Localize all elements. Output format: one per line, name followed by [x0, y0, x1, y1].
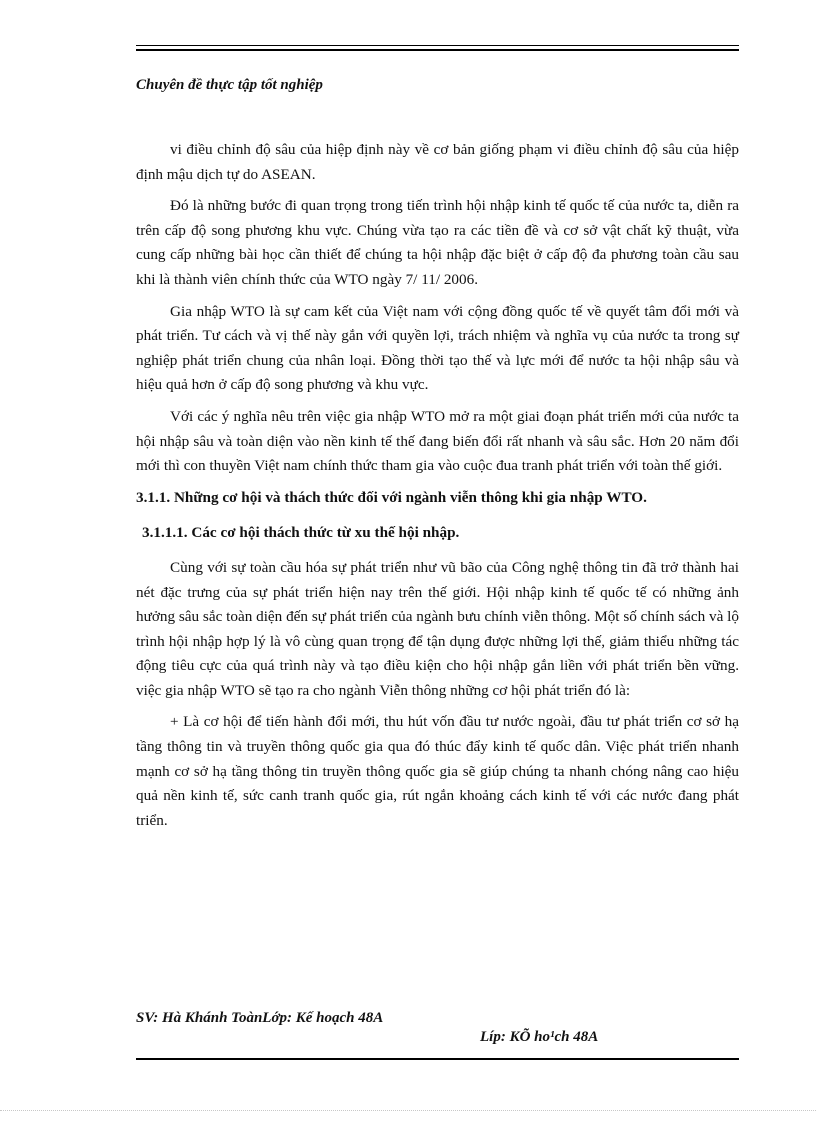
paragraph-6: + Là cơ hội để tiến hành đổi mới, thu hút vốn đầu tư nước ngoài, đầu tư phát triển cơ sở hạ tầng thông tin và truyền thông quốc gia qua đó thúc đẩy kinh tế quốc dân. Việc phát triển nhanh mạnh cơ sở hạ tầng thông tin truyền thông quốc gia sẽ giúp chúng ta nhanh chóng nâng cao hiệu quả nền kinh tế, sức canh tranh quốc gia, rút ngắn khoảng cách kinh tế với các nước đang phát triển. [136, 713, 739, 829]
footer-rule [136, 1058, 739, 1060]
paragraph-1: vi điều chỉnh độ sâu của hiệp định này về cơ bản giống phạm vi điều chỉnh độ sâu của hiệp định mậu dịch tự do ASEAN. [136, 141, 739, 183]
section-heading: 3.1.1. Những cơ hội và thách thức đối với ngành viễn thông khi gia nhập WTO. [136, 488, 647, 506]
footer-class-info: Líp: KÕ ho¹ch 48A [480, 1029, 599, 1045]
page-edge-divider [0, 1110, 816, 1111]
paragraph-5: Cùng với sự toàn cầu hóa sự phát triển như vũ bão của Công nghệ thông tin đã trở thành hai nét đặc trưng của sự phát triển hiện nay trên thế giới. Hội nhập kinh tế quốc tế có những ảnh hưởng sâu sắc toàn diện đến sự phát triển của ngành bưu chính viễn thông. Một số chính sách và lộ trình hội nhập hợp lý là vô cùng quan trọng để tận dụng được những lợi thế, giảm thiểu những tác động tiêu cực của quá trình này và tạo điều kiện cho hội nhập gắn liền với phát triển bền vững. việc gia nhập WTO sẽ tạo ra cho ngành Viễn thông những cơ hội phát triển đó là: [136, 558, 739, 699]
page-header-title: Chuyên đề thực tập tốt nghiệp [136, 77, 323, 93]
header-rule-thick [136, 49, 739, 51]
footer-student-info: SV: Hà Khánh ToànLớp: Kế hoạch 48A [136, 1010, 384, 1026]
document-body [136, 138, 739, 840]
paragraph-3: Gia nhập WTO là sự cam kết của Việt nam với cộng đồng quốc tế về quyết tâm đổi mới và phát triển. Tư cách và vị thế này gắn với quyền lợi, trách nhiệm và nghĩa vụ của nước ta trong sự nghiệp phát triển chung của nhân loại. Đồng thời tạo thế và lực mới để nước ta hội nhập sâu và hiệu quả hơn ở cấp độ song phương và khu vực. [136, 302, 739, 394]
paragraph-4: Với các ý nghĩa nêu trên việc gia nhập WTO mở ra một giai đoạn phát triển mới của nước ta hội nhập sâu và toàn diện vào nền kinh tế thế đang biến đổi rất nhanh và sâu sắc. Hơn 20 năm đổi mới thì con thuyền Việt nam chính thức tham gia vào cuộc đua tranh phát triển với toàn thế giới. [136, 407, 739, 475]
paragraph-2: Đó là những bước đi quan trọng trong tiến trình hội nhập kinh tế quốc tế của nước ta, diễn ra trên cấp độ song phương khu vực. Chúng vừa tạo ra các tiền đề và cơ sở vật chất kỹ thuật, vừa cung cấp những bài học cần thiết để chúng ta hội nhập đặc biệt ở cấp độ đa phương toàn cầu sau khi là thành viên chính thức của WTO ngày 7/ 11/ 2006. [136, 197, 739, 288]
header-rule-thin [136, 45, 739, 46]
subsection-heading: 3.1.1.1. Các cơ hội thách thức từ xu thế hội nhập. [142, 524, 460, 542]
